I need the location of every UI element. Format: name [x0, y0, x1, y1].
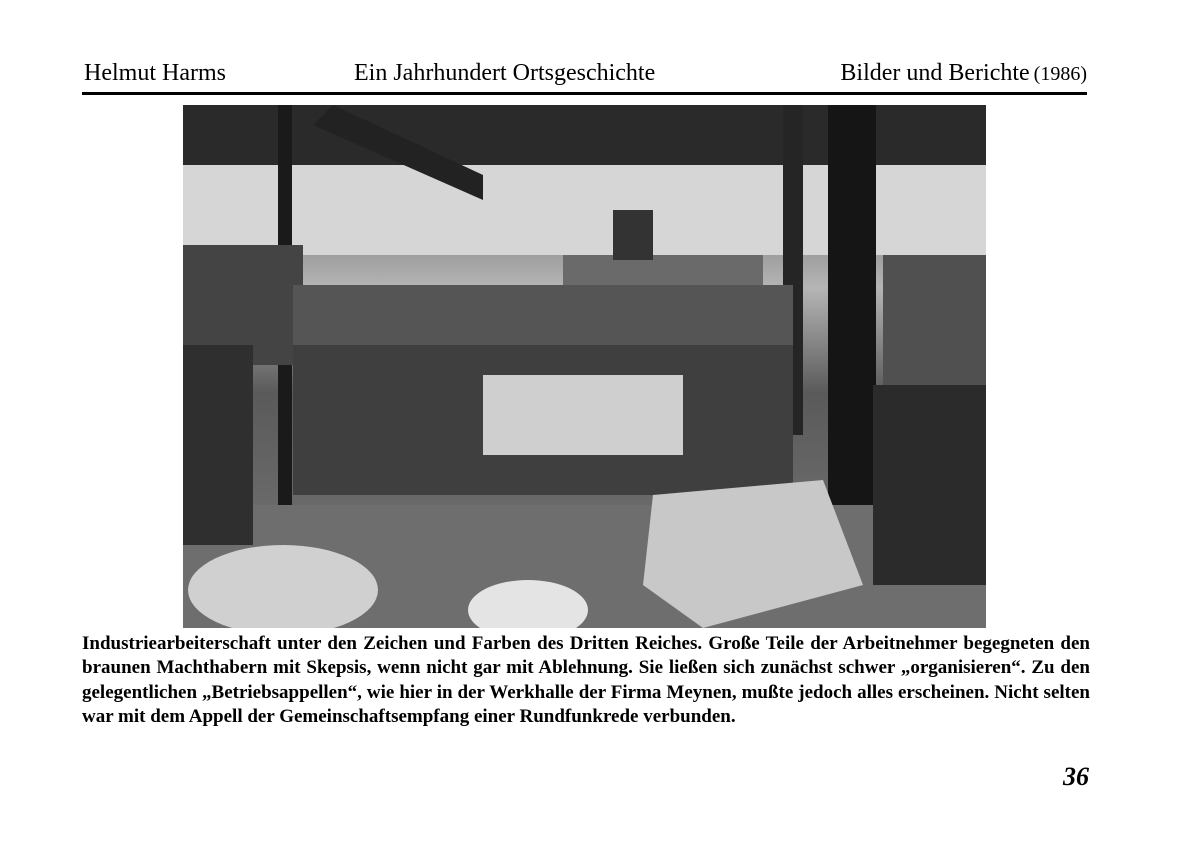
header-series: [840, 58, 1087, 89]
header-rule: [82, 92, 1087, 95]
photo-placeholder-icon: [183, 105, 986, 628]
header-year: (1986): [1033, 63, 1087, 85]
photo-caption: Industriearbeiterschaft unter den Zeichen und Farben des Dritten Reiches. Große Teile der Arbeitnehmer begegneten den braunen Machthabern mit Skepsis, wenn nicht gar mit Ablehnung. Sie ließen sich zunächst schwer „organisieren“. Zu den gelegentlichen „Betriebsappellen“, wie hier in der Werkhalle der Firma Meynen, mußte jedoch alles erscheinen. Nicht selten war mit dem Appell der Gemeinschaftsempfang einer Rundfunkrede verbunden.: [82, 633, 1090, 728]
header-title: Ein Jahrhundert Ortsgeschichte: [354, 60, 656, 86]
header-series-label: Bilder und Berichte: [840, 60, 1030, 86]
header-author: Helmut Harms: [84, 60, 226, 86]
page-number: 36: [1063, 762, 1089, 791]
factory-assembly-photo: [183, 105, 986, 628]
page-header: [82, 58, 1087, 88]
